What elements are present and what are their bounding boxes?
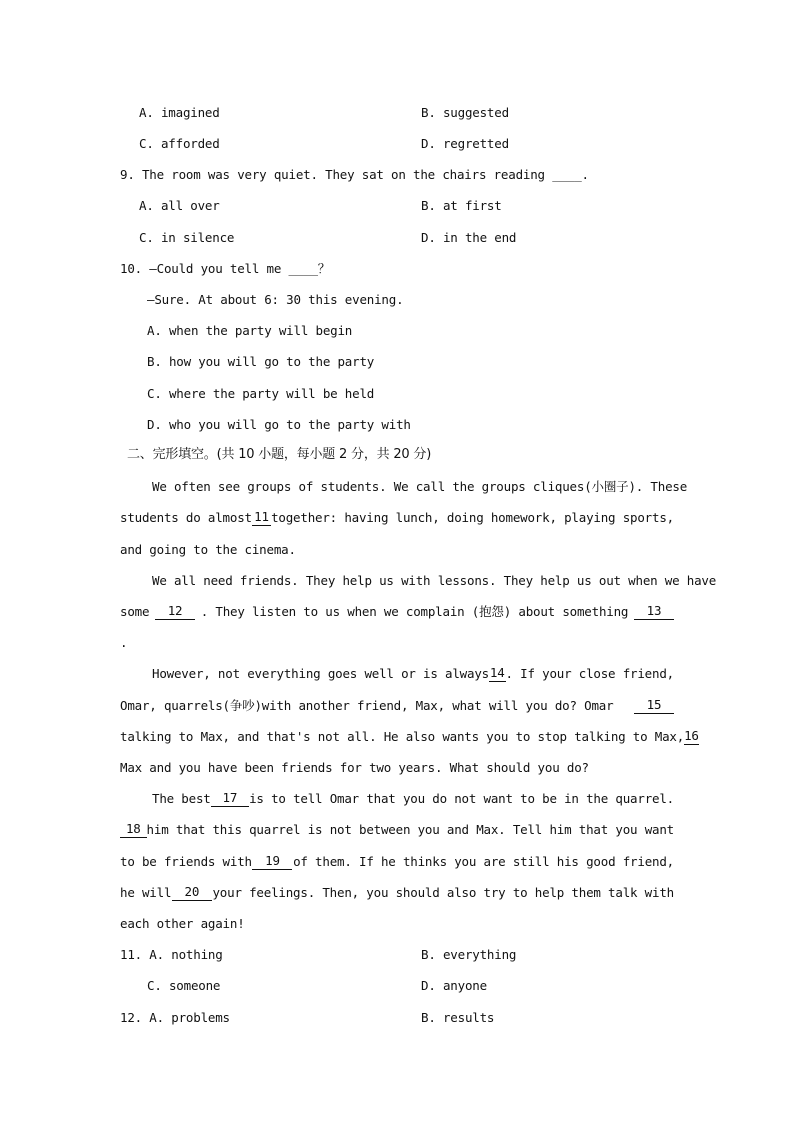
q9-option-d: D. in the end: [421, 230, 517, 245]
q10-stem: 10. —Could you tell me ____？: [120, 261, 331, 276]
q8-option-a: A. imagined: [139, 105, 220, 120]
passage-p2-line3: .: [120, 635, 128, 650]
passage-p1-line1: We often see groups of students. We call the groups cliques(小圈子). These: [152, 479, 688, 494]
q9-option-b: B. at first: [421, 198, 502, 213]
q8-option-b: B. suggested: [421, 105, 509, 120]
passage-text: to be friends with: [120, 854, 252, 869]
passage-text: Omar, quarrels(争吵)with another friend, Max, what will you do? Omar: [120, 698, 614, 713]
blank-15: 15: [634, 698, 674, 714]
q10-option-a: A. when the party will begin: [147, 323, 353, 338]
passage-text: . They listen to us when we complain (抱怨) about something: [200, 604, 629, 619]
passage-p1-line2: [120, 510, 674, 526]
passage-text: your feelings. Then, you should also try to help them talk with: [212, 885, 674, 900]
passage-text: . If your close friend,: [505, 666, 674, 681]
passage-text: of them. If he thinks you are still his good friend,: [293, 854, 674, 869]
passage-p2-line1: We all need friends. They help us with lessons. They help us out when we have: [152, 573, 717, 588]
passage-text: talking to Max, and that's not all. He also wants you to stop talking to Max,: [120, 729, 685, 744]
section-heading: 二、完形填空。(共 10 小题，每小题 2 分，共 20 分): [127, 447, 432, 462]
q11-option-a: 11. A. nothing: [120, 947, 223, 962]
passage-text: However, not everything goes well or is always: [152, 666, 489, 681]
passage-p3-line3: [120, 728, 699, 745]
passage-p3-line2: [120, 698, 674, 714]
q10-option-b: B. how you will go to the party: [147, 354, 375, 369]
q12-option-a: 12. A. problems: [120, 1010, 230, 1025]
passage-text: students do almost: [120, 510, 252, 525]
passage-p3-line4: Max and you have been friends for two years. What should you do?: [120, 760, 589, 775]
q10-option-d: D. who you will go to the party with: [147, 417, 411, 432]
passage-p4-line2: [120, 822, 674, 838]
q9-option-a: A. all over: [139, 198, 220, 213]
blank-13: 13: [634, 604, 674, 620]
q8-option-c: C. afforded: [139, 136, 220, 151]
q11-option-c: C. someone: [147, 978, 221, 993]
blank-17: 17: [211, 791, 250, 807]
passage-p1-line3: and going to the cinema.: [120, 542, 296, 557]
blank-14: 14: [489, 665, 505, 680]
blank-16: 16: [684, 728, 699, 743]
q9-option-c: C. in silence: [139, 230, 235, 245]
passage-text: he will: [120, 885, 172, 900]
passage-text: together: having lunch, doing homework, playing sports,: [271, 510, 674, 525]
blank-18: 18: [120, 822, 147, 838]
q10-option-c: C. where the party will be held: [147, 386, 375, 401]
blank-20: 20: [172, 885, 212, 901]
q10-answer-line: —Sure. At about 6: 30 this evening.: [147, 292, 404, 307]
q8-option-d: D. regretted: [421, 136, 509, 151]
blank-11: 11: [252, 510, 271, 526]
passage-text: him that this quarrel is not between you and Max. Tell him that you want: [146, 822, 674, 837]
q9-stem: 9. The room was very quiet. They sat on the chairs reading ____.: [120, 167, 589, 182]
passage-p4-line4: [120, 885, 674, 901]
passage-text: some: [120, 604, 150, 619]
blank-12: 12: [155, 604, 195, 620]
blank-19: 19: [252, 854, 292, 870]
passage-text: The best: [152, 791, 211, 806]
passage-text: is to tell Omar that you do not want to be in the quarrel.: [249, 791, 674, 806]
passage-p2-line2: [120, 604, 674, 620]
q11-option-d: D. anyone: [421, 978, 487, 993]
passage-p4-line3: [120, 854, 674, 870]
q11-option-b: B. everything: [421, 947, 517, 962]
passage-p4-line1: [152, 791, 674, 807]
q12-option-b: B. results: [421, 1010, 495, 1025]
passage-p3-line1: [152, 666, 674, 682]
passage-p4-line5: each other again!: [120, 916, 245, 931]
